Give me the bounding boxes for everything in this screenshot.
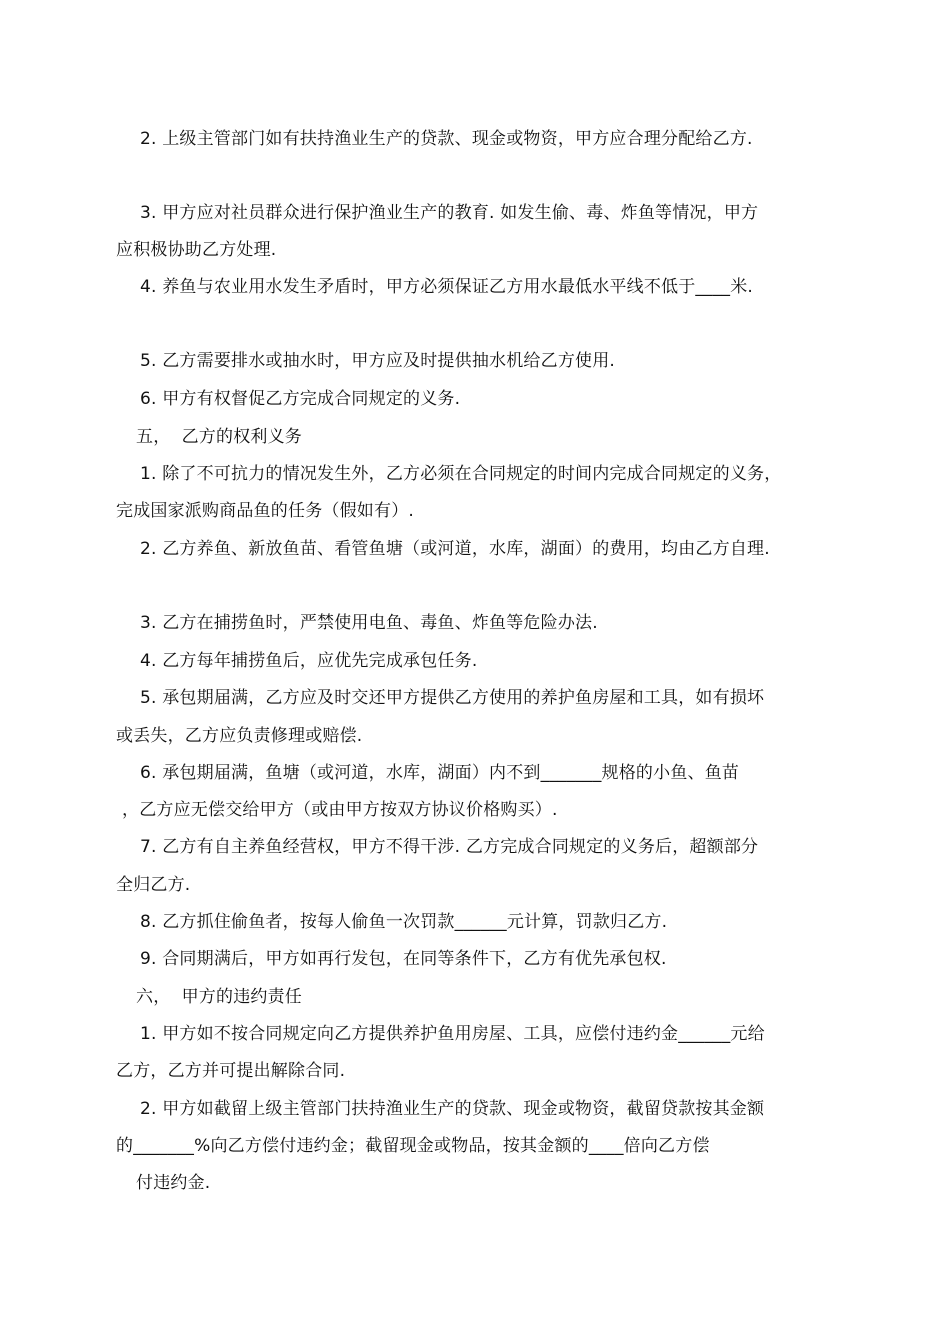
- text-line: 6. 甲方有权督促乙方完成合同规定的义务.: [140, 389, 461, 409]
- text-line: 1. 除了不可抗力的情况发生外，乙方必须在合同规定的时间内完成合同规定的义务，: [140, 464, 782, 484]
- text-line: 6. 承包期届满，鱼塘（或河道，水库，湖面）内不到_______规格的小鱼、鱼苗: [140, 763, 740, 783]
- text-line: 5. 承包期届满，乙方应及时交还甲方提供乙方使用的养护鱼房屋和工具，如有损坏: [140, 688, 765, 708]
- text-line: 7. 乙方有自主养鱼经营权，甲方不得干涉. 乙方完成合同规定的义务后，超额部分: [140, 837, 759, 857]
- text-line: 4. 养鱼与农业用水发生矛盾时，甲方必须保证乙方用水最低水平线不低于____米.: [140, 277, 754, 297]
- text-line: 付违约金.: [136, 1173, 211, 1193]
- text-line: 3. 甲方应对社员群众进行保护渔业生产的教育. 如发生偷、毒、炸鱼等情况，甲方: [140, 203, 759, 223]
- text-line: 5. 乙方需要排水或抽水时，甲方应及时提供抽水机给乙方使用.: [140, 351, 616, 371]
- text-line: 乙方，乙方并可提出解除合同.: [116, 1061, 346, 1081]
- text-line: 或丢失，乙方应负责修理或赔偿.: [116, 726, 363, 746]
- text-line: 的_______%向乙方偿付违约金；截留现金或物品，按其金额的____倍向乙方偿: [116, 1136, 710, 1156]
- section-heading: 五， 乙方的权利义务: [136, 427, 303, 447]
- text-line: 3. 乙方在捕捞鱼时，严禁使用电鱼、毒鱼、炸鱼等危险办法.: [140, 613, 598, 633]
- text-line: 4. 乙方每年捕捞鱼后，应优先完成承包任务.: [140, 651, 478, 671]
- text-line: 完成国家派购商品鱼的任务（假如有）.: [116, 501, 415, 521]
- text-line: 2. 乙方养鱼、新放鱼苗、看管鱼塘（或河道，水库，湖面）的费用，均由乙方自理.: [140, 539, 770, 559]
- text-line: 9. 合同期满后，甲方如再行发包，在同等条件下，乙方有优先承包权.: [140, 949, 667, 969]
- text-line: 2. 上级主管部门如有扶持渔业生产的贷款、现金或物资，甲方应合理分配给乙方.: [140, 129, 753, 149]
- text-line: 全归乙方.: [116, 875, 191, 895]
- text-line: 2. 甲方如截留上级主管部门扶持渔业生产的贷款、现金或物资，截留贷款按其金额: [140, 1099, 765, 1119]
- section-heading: 六， 甲方的违约责任: [136, 987, 303, 1007]
- text-line: 8. 乙方抓住偷鱼者，按每人偷鱼一次罚款______元计算，罚款归乙方.: [140, 912, 668, 932]
- text-line: 应积极协助乙方处理.: [116, 240, 277, 260]
- text-line: 1. 甲方如不按合同规定向乙方提供养护鱼用房屋、工具，应偿付违约金______元给: [140, 1024, 765, 1044]
- text-line: ，乙方应无偿交给甲方（或由甲方按双方协议价格购买）.: [122, 800, 558, 820]
